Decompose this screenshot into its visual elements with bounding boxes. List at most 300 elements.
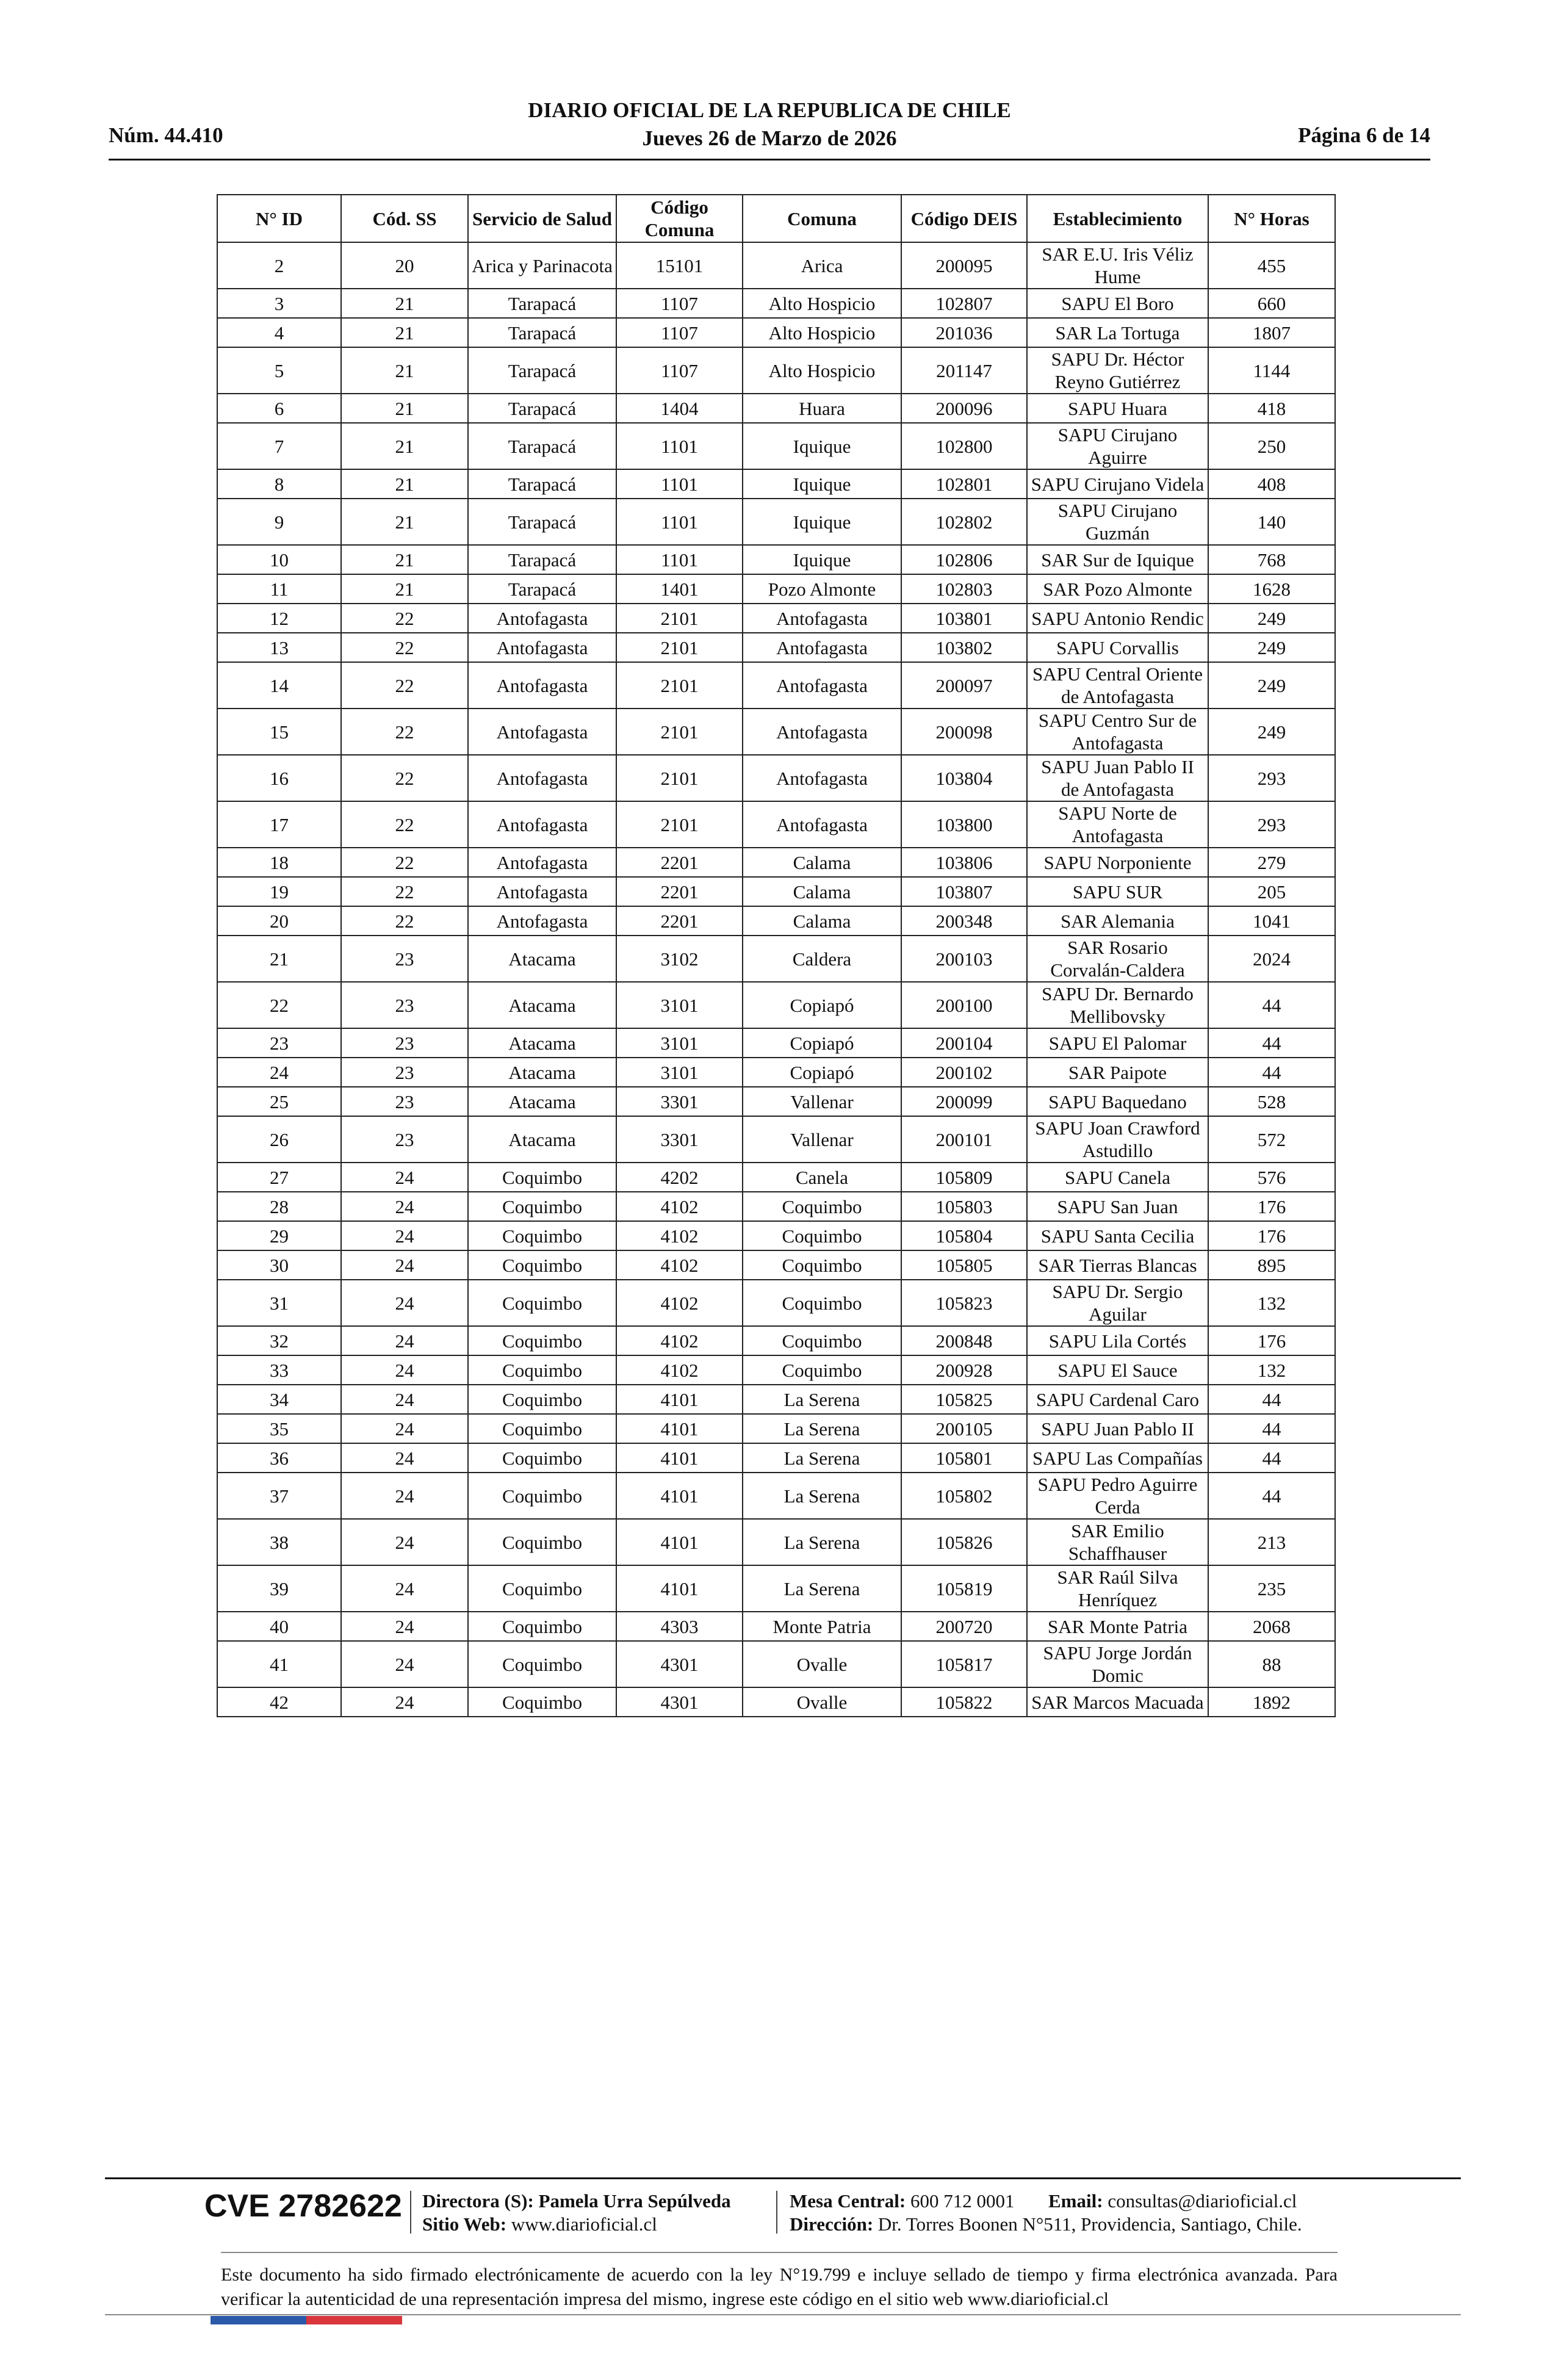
cell-establecimiento: SAR Alemania <box>1027 906 1208 936</box>
cell-servicio: Atacama <box>468 1116 616 1163</box>
director-label: Directora (S): <box>422 2190 534 2212</box>
table-row <box>217 318 1335 347</box>
cell-cod-ss: 24 <box>341 1163 468 1192</box>
table-row <box>217 1612 1335 1641</box>
cell-codigo-deis: 103801 <box>901 604 1027 633</box>
cell-codigo-deis: 200848 <box>901 1326 1027 1355</box>
cell-servicio: Coquimbo <box>468 1385 616 1414</box>
cell-cod-ss: 23 <box>341 1116 468 1163</box>
cell-comuna: Iquique <box>743 499 901 545</box>
col-header-comuna: Comuna <box>743 195 901 242</box>
cell-servicio: Antofagasta <box>468 755 616 801</box>
cell-comuna: Vallenar <box>743 1087 901 1116</box>
cell-codigo-comuna: 2101 <box>616 662 743 709</box>
cell-establecimiento: SAPU Canela <box>1027 1163 1208 1192</box>
table-row <box>217 801 1335 848</box>
cell-id: 18 <box>217 848 341 877</box>
table-row <box>217 1163 1335 1192</box>
cell-codigo-deis: 200928 <box>901 1355 1027 1385</box>
cell-codigo-deis: 200348 <box>901 906 1027 936</box>
cell-horas: 235 <box>1208 1565 1335 1612</box>
table-row <box>217 1116 1335 1163</box>
table-row <box>217 499 1335 545</box>
cell-id: 2 <box>217 242 341 289</box>
cell-servicio: Coquimbo <box>468 1192 616 1221</box>
cell-horas: 418 <box>1208 394 1335 423</box>
cell-horas: 249 <box>1208 633 1335 662</box>
cell-codigo-deis: 200720 <box>901 1612 1027 1641</box>
cell-horas: 293 <box>1208 755 1335 801</box>
cell-cod-ss: 24 <box>341 1443 468 1473</box>
cell-horas: 44 <box>1208 982 1335 1028</box>
cell-comuna: Ovalle <box>743 1687 901 1717</box>
cell-cod-ss: 24 <box>341 1519 468 1565</box>
cell-horas: 576 <box>1208 1163 1335 1192</box>
cell-id: 6 <box>217 394 341 423</box>
cell-servicio: Coquimbo <box>468 1519 616 1565</box>
cell-establecimiento: SAPU Dr. Héctor Reyno Gutiérrez <box>1027 347 1208 394</box>
cell-horas: 176 <box>1208 1326 1335 1355</box>
cell-comuna: Monte Patria <box>743 1612 901 1641</box>
cell-servicio: Tarapacá <box>468 469 616 499</box>
cell-codigo-deis: 200104 <box>901 1028 1027 1058</box>
cell-comuna: Iquique <box>743 469 901 499</box>
cell-id: 21 <box>217 936 341 982</box>
cell-horas: 44 <box>1208 1058 1335 1087</box>
cell-id: 19 <box>217 877 341 906</box>
cell-horas: 293 <box>1208 801 1335 848</box>
cell-horas: 1628 <box>1208 574 1335 604</box>
footer-separator <box>776 2191 777 2234</box>
cell-codigo-comuna: 4102 <box>616 1192 743 1221</box>
cell-id: 24 <box>217 1058 341 1087</box>
cell-codigo-comuna: 4101 <box>616 1565 743 1612</box>
cell-codigo-comuna: 1101 <box>616 469 743 499</box>
cell-codigo-comuna: 4102 <box>616 1250 743 1280</box>
cell-cod-ss: 24 <box>341 1250 468 1280</box>
cell-servicio: Coquimbo <box>468 1414 616 1443</box>
table-row <box>217 1087 1335 1116</box>
cell-servicio: Coquimbo <box>468 1221 616 1250</box>
cell-establecimiento: SAR Paipote <box>1027 1058 1208 1087</box>
cell-establecimiento: SAPU Pedro Aguirre Cerda <box>1027 1473 1208 1519</box>
cell-comuna: Antofagasta <box>743 604 901 633</box>
cell-comuna: Coquimbo <box>743 1326 901 1355</box>
cell-horas: 2068 <box>1208 1612 1335 1641</box>
phone-value: 600 712 0001 <box>910 2190 1015 2212</box>
cell-cod-ss: 21 <box>341 574 468 604</box>
cell-servicio: Tarapacá <box>468 423 616 469</box>
page-number: Página 6 de 14 <box>1298 123 1430 147</box>
table-row <box>217 936 1335 982</box>
cell-establecimiento: SAR Sur de Iquique <box>1027 545 1208 574</box>
cell-codigo-deis: 105819 <box>901 1565 1027 1612</box>
web-line <box>422 2213 731 2236</box>
cell-cod-ss: 22 <box>341 604 468 633</box>
cell-codigo-deis: 102807 <box>901 289 1027 318</box>
cell-id: 38 <box>217 1519 341 1565</box>
cell-servicio: Coquimbo <box>468 1326 616 1355</box>
cell-servicio: Antofagasta <box>468 662 616 709</box>
cell-comuna: Antofagasta <box>743 709 901 755</box>
cell-codigo-comuna: 2101 <box>616 755 743 801</box>
cell-establecimiento: SAR Emilio Schaffhauser <box>1027 1519 1208 1565</box>
table-row <box>217 906 1335 936</box>
email-link[interactable]: consultas@diarioficial.cl <box>1108 2190 1297 2212</box>
cell-id: 8 <box>217 469 341 499</box>
table-row <box>217 604 1335 633</box>
cell-id: 9 <box>217 499 341 545</box>
cell-horas: 88 <box>1208 1641 1335 1687</box>
cell-horas: 249 <box>1208 709 1335 755</box>
cell-codigo-comuna: 2201 <box>616 906 743 936</box>
cell-comuna: La Serena <box>743 1385 901 1414</box>
cell-id: 17 <box>217 801 341 848</box>
address-line <box>790 2213 1302 2236</box>
cell-codigo-deis: 103802 <box>901 633 1027 662</box>
cell-id: 28 <box>217 1192 341 1221</box>
cell-servicio: Atacama <box>468 1087 616 1116</box>
col-header-horas: N° Horas <box>1208 195 1335 242</box>
cell-id: 27 <box>217 1163 341 1192</box>
director-line <box>422 2190 731 2213</box>
cell-servicio: Coquimbo <box>468 1250 616 1280</box>
cell-establecimiento: SAPU Las Compañías <box>1027 1443 1208 1473</box>
cell-comuna: La Serena <box>743 1473 901 1519</box>
cell-cod-ss: 23 <box>341 1087 468 1116</box>
cell-cod-ss: 24 <box>341 1414 468 1443</box>
cell-establecimiento: SAR E.U. Iris Véliz Hume <box>1027 242 1208 289</box>
cell-codigo-deis: 105825 <box>901 1385 1027 1414</box>
cell-codigo-deis: 200105 <box>901 1414 1027 1443</box>
cell-comuna: Calama <box>743 877 901 906</box>
table-row <box>217 1687 1335 1717</box>
cell-comuna: Antofagasta <box>743 633 901 662</box>
cell-horas: 1041 <box>1208 906 1335 936</box>
cell-establecimiento: SAPU Baquedano <box>1027 1087 1208 1116</box>
cell-establecimiento: SAPU Cirujano Videla <box>1027 469 1208 499</box>
cell-comuna: La Serena <box>743 1443 901 1473</box>
table-row <box>217 1058 1335 1087</box>
cell-horas: 408 <box>1208 469 1335 499</box>
cell-servicio: Coquimbo <box>468 1163 616 1192</box>
cell-codigo-comuna: 3101 <box>616 1028 743 1058</box>
table-row <box>217 877 1335 906</box>
cell-id: 11 <box>217 574 341 604</box>
cell-establecimiento: SAR Raúl Silva Henríquez <box>1027 1565 1208 1612</box>
cell-codigo-comuna: 4303 <box>616 1612 743 1641</box>
cell-servicio: Coquimbo <box>468 1641 616 1687</box>
cell-servicio: Arica y Parinacota <box>468 242 616 289</box>
cell-codigo-comuna: 3101 <box>616 1058 743 1087</box>
cell-id: 7 <box>217 423 341 469</box>
cell-codigo-comuna: 2201 <box>616 848 743 877</box>
cell-servicio: Tarapacá <box>468 347 616 394</box>
cell-cod-ss: 22 <box>341 633 468 662</box>
cell-horas: 249 <box>1208 662 1335 709</box>
cell-establecimiento: SAR Marcos Macuada <box>1027 1687 1208 1717</box>
cell-cod-ss: 22 <box>341 848 468 877</box>
table-row <box>217 347 1335 394</box>
cell-cod-ss: 21 <box>341 469 468 499</box>
web-link[interactable]: www.diarioficial.cl <box>511 2213 657 2235</box>
cell-servicio: Antofagasta <box>468 877 616 906</box>
cell-comuna: La Serena <box>743 1414 901 1443</box>
cell-codigo-comuna: 2101 <box>616 633 743 662</box>
cell-codigo-deis: 102806 <box>901 545 1027 574</box>
col-header-codigo-deis: Código DEIS <box>901 195 1027 242</box>
table-row <box>217 982 1335 1028</box>
cell-codigo-deis: 102801 <box>901 469 1027 499</box>
cell-cod-ss: 23 <box>341 982 468 1028</box>
cell-cod-ss: 22 <box>341 662 468 709</box>
cell-id: 4 <box>217 318 341 347</box>
cell-servicio: Atacama <box>468 982 616 1028</box>
cell-id: 14 <box>217 662 341 709</box>
cell-cod-ss: 24 <box>341 1280 468 1326</box>
cell-codigo-comuna: 2101 <box>616 709 743 755</box>
cell-establecimiento: SAPU Cirujano Aguirre <box>1027 423 1208 469</box>
cell-horas: 132 <box>1208 1355 1335 1385</box>
cell-servicio: Coquimbo <box>468 1565 616 1612</box>
cell-establecimiento: SAPU Cirujano Guzmán <box>1027 499 1208 545</box>
cell-horas: 176 <box>1208 1221 1335 1250</box>
cell-comuna: Arica <box>743 242 901 289</box>
phone-label: Mesa Central: <box>790 2190 906 2212</box>
cell-horas: 44 <box>1208 1028 1335 1058</box>
cell-codigo-comuna: 1101 <box>616 545 743 574</box>
cell-id: 40 <box>217 1612 341 1641</box>
footer-mid-rule <box>221 2252 1338 2253</box>
cell-servicio: Tarapacá <box>468 499 616 545</box>
cell-id: 34 <box>217 1385 341 1414</box>
cell-establecimiento: SAR Rosario Corvalán-Caldera <box>1027 936 1208 982</box>
footer-top-rule <box>105 2177 1461 2179</box>
cell-codigo-comuna: 2201 <box>616 877 743 906</box>
cell-establecimiento: SAPU Huara <box>1027 394 1208 423</box>
cell-horas: 44 <box>1208 1385 1335 1414</box>
cell-cod-ss: 24 <box>341 1192 468 1221</box>
cell-horas: 249 <box>1208 604 1335 633</box>
cve-code: CVE 2782622 <box>204 2188 402 2224</box>
table-row <box>217 709 1335 755</box>
cell-establecimiento: SAPU Lila Cortés <box>1027 1326 1208 1355</box>
cell-comuna: Iquique <box>743 545 901 574</box>
cell-codigo-comuna: 4301 <box>616 1641 743 1687</box>
cell-codigo-comuna: 4101 <box>616 1443 743 1473</box>
cell-servicio: Coquimbo <box>468 1612 616 1641</box>
cell-id: 42 <box>217 1687 341 1717</box>
cell-establecimiento: SAPU El Palomar <box>1027 1028 1208 1058</box>
header-center <box>109 96 1430 153</box>
cell-id: 30 <box>217 1250 341 1280</box>
cell-codigo-deis: 200102 <box>901 1058 1027 1087</box>
cell-cod-ss: 24 <box>341 1565 468 1612</box>
cell-horas: 176 <box>1208 1192 1335 1221</box>
table-row <box>217 662 1335 709</box>
cell-servicio: Antofagasta <box>468 633 616 662</box>
table-row <box>217 1641 1335 1687</box>
cell-id: 32 <box>217 1326 341 1355</box>
cell-codigo-comuna: 1107 <box>616 318 743 347</box>
footer-separator <box>410 2191 411 2234</box>
table-row <box>217 1326 1335 1355</box>
cell-establecimiento: SAPU El Sauce <box>1027 1355 1208 1385</box>
cell-servicio: Antofagasta <box>468 848 616 877</box>
cell-horas: 213 <box>1208 1519 1335 1565</box>
cell-codigo-deis: 105805 <box>901 1250 1027 1280</box>
cell-codigo-deis: 102803 <box>901 574 1027 604</box>
cell-servicio: Atacama <box>468 1028 616 1058</box>
cell-comuna: Coquimbo <box>743 1192 901 1221</box>
cell-establecimiento: SAPU SUR <box>1027 877 1208 906</box>
cell-id: 22 <box>217 982 341 1028</box>
cell-servicio: Atacama <box>468 936 616 982</box>
address-label: Dirección: <box>790 2213 874 2235</box>
cell-comuna: Alto Hospicio <box>743 289 901 318</box>
cell-servicio: Antofagasta <box>468 709 616 755</box>
cell-horas: 44 <box>1208 1414 1335 1443</box>
cell-establecimiento: SAR Tierras Blancas <box>1027 1250 1208 1280</box>
table-row <box>217 1565 1335 1612</box>
cell-cod-ss: 23 <box>341 1028 468 1058</box>
cell-codigo-deis: 105826 <box>901 1519 1027 1565</box>
cell-cod-ss: 21 <box>341 423 468 469</box>
cell-cod-ss: 23 <box>341 1058 468 1087</box>
cell-codigo-comuna: 3101 <box>616 982 743 1028</box>
cell-id: 23 <box>217 1028 341 1058</box>
cell-id: 12 <box>217 604 341 633</box>
cell-comuna: La Serena <box>743 1565 901 1612</box>
cell-comuna: Copiapó <box>743 1058 901 1087</box>
cell-id: 31 <box>217 1280 341 1326</box>
table-row <box>217 1028 1335 1058</box>
cell-establecimiento: SAPU El Boro <box>1027 289 1208 318</box>
table-row <box>217 1414 1335 1443</box>
cell-codigo-comuna: 4101 <box>616 1385 743 1414</box>
table-row <box>217 545 1335 574</box>
cell-id: 35 <box>217 1414 341 1443</box>
cell-codigo-comuna: 1107 <box>616 289 743 318</box>
cell-establecimiento: SAPU Antonio Rendic <box>1027 604 1208 633</box>
cell-cod-ss: 24 <box>341 1385 468 1414</box>
publication-title: DIARIO OFICIAL DE LA REPUBLICA DE CHILE <box>528 98 1011 122</box>
cell-comuna: Coquimbo <box>743 1221 901 1250</box>
cell-codigo-deis: 105817 <box>901 1641 1027 1687</box>
table-row <box>217 1280 1335 1326</box>
table-row <box>217 1355 1335 1385</box>
cell-cod-ss: 22 <box>341 801 468 848</box>
table-row <box>217 469 1335 499</box>
cell-establecimiento: SAPU Juan Pablo II <box>1027 1414 1208 1443</box>
cell-codigo-comuna: 1101 <box>616 423 743 469</box>
cell-codigo-comuna: 4102 <box>616 1280 743 1326</box>
cell-codigo-comuna: 1401 <box>616 574 743 604</box>
col-header-id: N° ID <box>217 195 341 242</box>
cell-codigo-deis: 105822 <box>901 1687 1027 1717</box>
cell-codigo-deis: 102800 <box>901 423 1027 469</box>
cell-id: 20 <box>217 906 341 936</box>
cell-cod-ss: 24 <box>341 1473 468 1519</box>
cell-horas: 528 <box>1208 1087 1335 1116</box>
cell-servicio: Antofagasta <box>468 906 616 936</box>
table-row <box>217 1250 1335 1280</box>
cell-codigo-deis: 200101 <box>901 1116 1027 1163</box>
cell-comuna: Antofagasta <box>743 755 901 801</box>
cell-codigo-deis: 200098 <box>901 709 1027 755</box>
cell-comuna: Antofagasta <box>743 801 901 848</box>
flag-bar-red <box>306 2316 402 2324</box>
cell-cod-ss: 22 <box>341 709 468 755</box>
cell-horas: 572 <box>1208 1116 1335 1163</box>
address-value: Dr. Torres Boonen N°511, Providencia, Santiago, Chile. <box>877 2213 1302 2235</box>
issue-number: Núm. 44.410 <box>109 123 223 147</box>
cell-codigo-comuna: 4301 <box>616 1687 743 1717</box>
cell-servicio: Antofagasta <box>468 604 616 633</box>
col-header-cod-ss: Cód. SS <box>341 195 468 242</box>
director-name: Pamela Urra Sepúlveda <box>538 2190 731 2212</box>
cell-horas: 455 <box>1208 242 1335 289</box>
table-row <box>217 755 1335 801</box>
cell-establecimiento: SAPU Norponiente <box>1027 848 1208 877</box>
cell-cod-ss: 22 <box>341 877 468 906</box>
publication-date: Jueves 26 de Marzo de 2026 <box>642 126 897 150</box>
table-row <box>217 848 1335 877</box>
cell-codigo-deis: 103800 <box>901 801 1027 848</box>
cell-servicio: Tarapacá <box>468 545 616 574</box>
cell-servicio: Tarapacá <box>468 394 616 423</box>
cell-comuna: Iquique <box>743 423 901 469</box>
table-row <box>217 574 1335 604</box>
cell-id: 15 <box>217 709 341 755</box>
table-row <box>217 1473 1335 1519</box>
table-row <box>217 1385 1335 1414</box>
cell-comuna: Canela <box>743 1163 901 1192</box>
cell-servicio: Antofagasta <box>468 801 616 848</box>
cell-establecimiento: SAPU Joan Crawford Astudillo <box>1027 1116 1208 1163</box>
cell-codigo-deis: 200103 <box>901 936 1027 982</box>
cell-id: 10 <box>217 545 341 574</box>
cell-codigo-comuna: 1404 <box>616 394 743 423</box>
cell-servicio: Coquimbo <box>468 1473 616 1519</box>
cell-codigo-comuna: 2101 <box>616 801 743 848</box>
cell-comuna: Caldera <box>743 936 901 982</box>
cell-codigo-deis: 201147 <box>901 347 1027 394</box>
table-row <box>217 633 1335 662</box>
table-row <box>217 242 1335 289</box>
cell-horas: 1892 <box>1208 1687 1335 1717</box>
cell-id: 41 <box>217 1641 341 1687</box>
cell-establecimiento: SAPU Centro Sur de Antofagasta <box>1027 709 1208 755</box>
cell-id: 3 <box>217 289 341 318</box>
cell-id: 39 <box>217 1565 341 1612</box>
cell-horas: 132 <box>1208 1280 1335 1326</box>
cell-codigo-comuna: 4102 <box>616 1355 743 1385</box>
cell-servicio: Atacama <box>468 1058 616 1087</box>
cell-comuna: La Serena <box>743 1519 901 1565</box>
cell-horas: 2024 <box>1208 936 1335 982</box>
cell-codigo-deis: 103806 <box>901 848 1027 877</box>
cell-codigo-deis: 105804 <box>901 1221 1027 1250</box>
cell-comuna: Antofagasta <box>743 662 901 709</box>
cell-establecimiento: SAPU Dr. Bernardo Mellibovsky <box>1027 982 1208 1028</box>
cell-comuna: Ovalle <box>743 1641 901 1687</box>
cell-codigo-comuna: 15101 <box>616 242 743 289</box>
cell-servicio: Tarapacá <box>468 289 616 318</box>
cell-servicio: Coquimbo <box>468 1687 616 1717</box>
cell-establecimiento: SAPU Juan Pablo II de Antofagasta <box>1027 755 1208 801</box>
cell-establecimiento: SAR La Tortuga <box>1027 318 1208 347</box>
